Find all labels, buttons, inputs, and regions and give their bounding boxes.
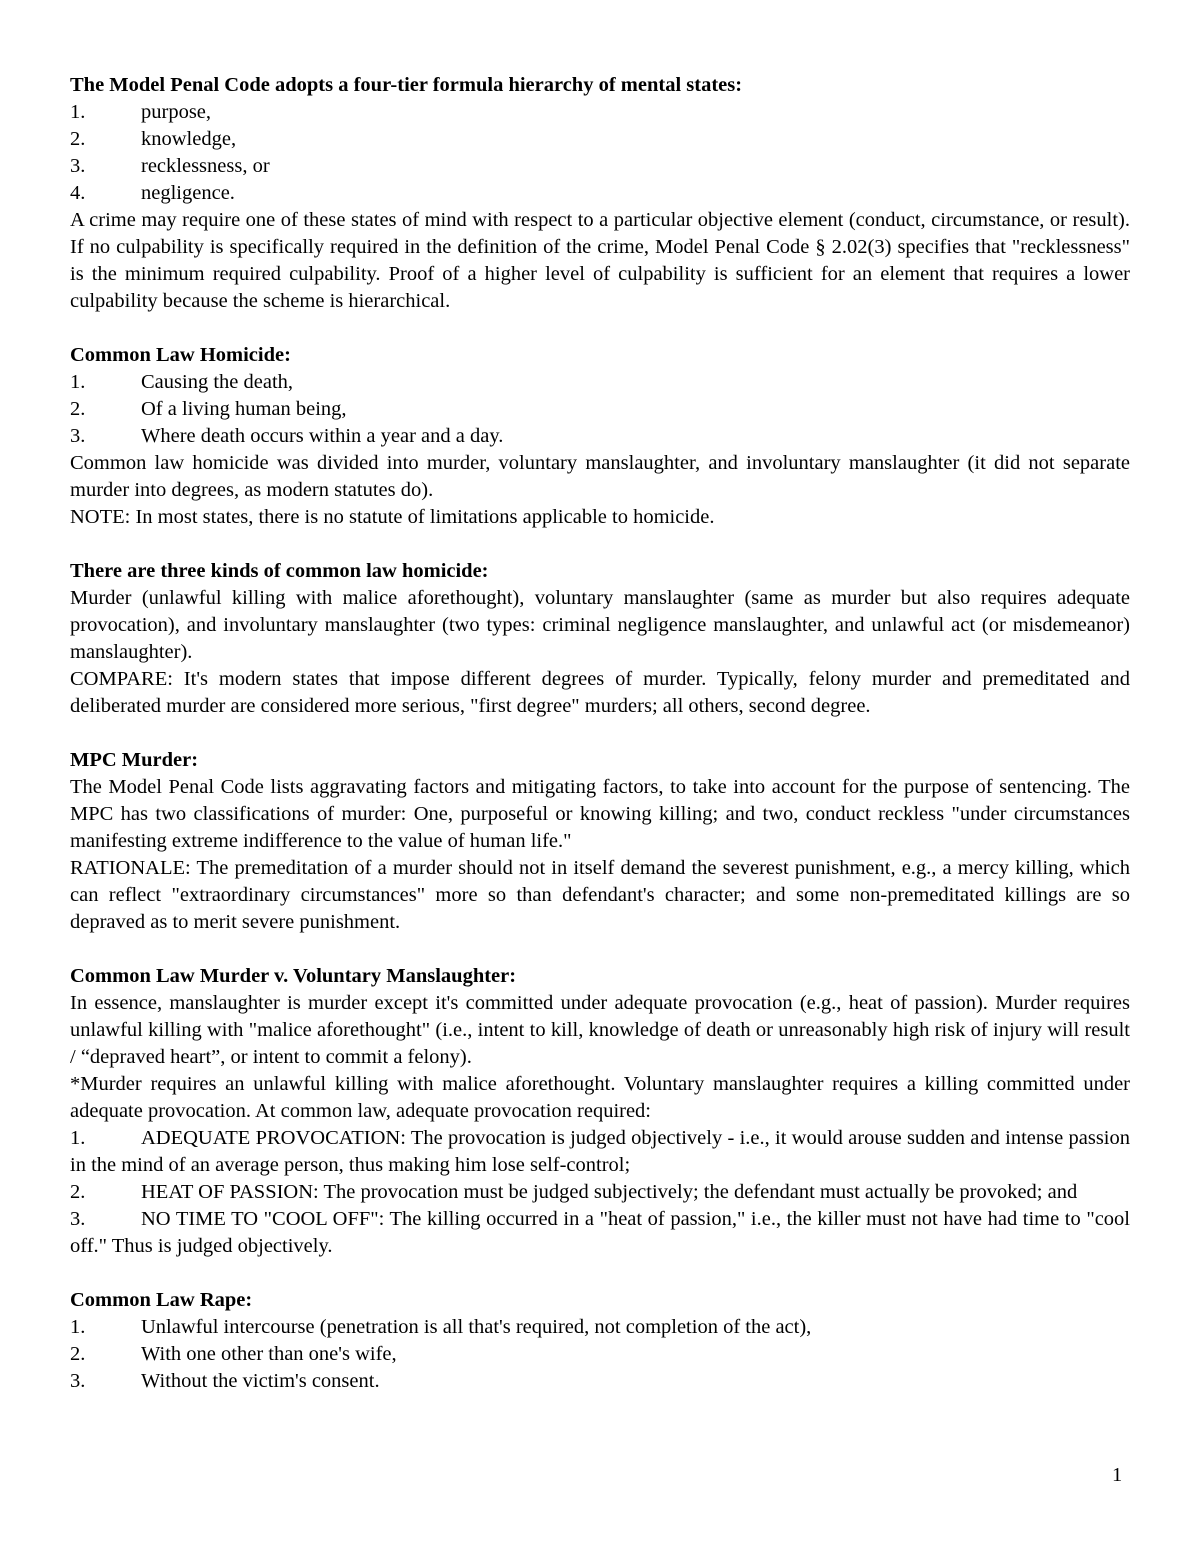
section-mpc-murder [70,747,1130,936]
list-number: 1. [70,1127,86,1149]
list-number: 4. [70,182,86,204]
paragraph: A crime may require one of these states of mind with respect to a particular objective element (conduct, circumstance, or result). If no culpability is specifically required in the definition of the crime, Model Penal Code § 2.02(3) specifies that "recklessness" is the minimum required culpability. Proof of a higher level of culpability is sufficient for an element that requires a lower culpability because the scheme is hierarchical. [70,209,1130,312]
paragraph: RATIONALE: The premeditation of a murder should not in itself demand the severest punishment, e.g., a mercy killing, which can reflect "extraordinary circumstances" more so than defendant's character; and some non-premeditated killings are so depraved as to merit severe punishment. [70,857,1130,933]
section-heading: The Model Penal Code adopts a four-tier formula hierarchy of mental states: [70,74,743,96]
page-number: 1 [1112,1464,1123,1486]
list-text: ADEQUATE PROVOCATION: The provocation is judged objectively - i.e., it would arouse sudden and intense passion in the mind of an average person, thus making him lose self-control; [70,1127,1130,1176]
list-item [70,153,1130,180]
list-item [70,396,1130,423]
list-text: purpose, [141,101,212,123]
list-item [70,1314,1130,1341]
section-three-kinds-homicide [70,558,1130,720]
list-text: NO TIME TO "COOL OFF": The killing occurred in a "heat of passion," i.e., the killer must not have had time to "cool off." Thus is judged objectively. [70,1208,1130,1257]
paragraph: Murder (unlawful killing with malice aforethought), voluntary manslaughter (same as murder but also requires adequate provocation), and involuntary manslaughter (two types: criminal negligence manslaughter, and unlawful act (or misdemeanor) manslaughter). [70,587,1130,663]
document-page [70,72,1130,1422]
list-text: knowledge, [141,128,237,150]
section-heading: There are three kinds of common law homicide: [70,560,489,582]
list-number: 2. [70,1343,86,1365]
paragraph: The Model Penal Code lists aggravating factors and mitigating factors, to take into account for the purpose of sentencing. The MPC has two classifications of murder: One, purposeful or knowing killing; and two, conduct reckless "under circumstances manifesting extreme indifference to the value of human life." [70,776,1130,852]
paragraph: NOTE: In most states, there is no statute of limitations applicable to homicide. [70,506,715,528]
paragraph: In essence, manslaughter is murder except it's committed under adequate provocation (e.g., heat of passion). Murder requires unlawful killing with "malice aforethought" (i.e., intent to kill, knowledge of death or unreasonably high risk of injury will result / “depraved heart”, or intent to commit a felony). [70,992,1130,1068]
list-number: 1. [70,371,86,393]
list-number: 2. [70,398,86,420]
paragraph: *Murder requires an unlawful killing with malice aforethought. Voluntary manslaughter requires a killing committed under adequate provocation. At common law, adequate provocation required: [70,1073,1130,1122]
list-item [70,180,1130,207]
paragraph: Common law homicide was divided into murder, voluntary manslaughter, and involuntary manslaughter (it did not separate murder into degrees, as modern statutes do). [70,452,1130,501]
list-text: recklessness, or [141,155,270,177]
list-number: 2. [70,128,86,150]
list-item [70,1179,1130,1206]
list-item [70,423,1130,450]
paragraph: COMPARE: It's modern states that impose different degrees of murder. Typically, felony murder and premeditated and deliberated murder are considered more serious, "first degree" murders; all others, second degree. [70,668,1130,717]
list-text: HEAT OF PASSION: The provocation must be judged subjectively; the defendant must actually be provoked; and [141,1181,1078,1203]
section-heading: Common Law Murder v. Voluntary Manslaughter: [70,965,517,987]
list-text: Of a living human being, [141,398,347,420]
section-heading: Common Law Rape: [70,1289,253,1311]
list-number: 1. [70,1316,86,1338]
list-item [70,1341,1130,1368]
list-number: 3. [70,425,86,447]
list-number: 3. [70,1208,86,1230]
list-number: 3. [70,1370,86,1392]
list-item [70,1206,1130,1260]
list-text: Unlawful intercourse (penetration is all that's required, not completion of the act), [141,1316,812,1338]
list-text: negligence. [141,182,235,204]
list-text: Without the victim's consent. [141,1370,380,1392]
list-item [70,99,1130,126]
list-item [70,369,1130,396]
list-text: Where death occurs within a year and a day. [141,425,504,447]
list-item [70,1125,1130,1179]
list-text: With one other than one's wife, [141,1343,397,1365]
section-common-law-rape [70,1287,1130,1395]
section-heading: Common Law Homicide: [70,344,291,366]
section-common-law-homicide [70,342,1130,531]
list-number: 3. [70,155,86,177]
list-item [70,126,1130,153]
list-item [70,1368,1130,1395]
section-heading: MPC Murder: [70,749,199,771]
list-number: 2. [70,1181,86,1203]
section-mental-states [70,72,1130,315]
list-text: Causing the death, [141,371,294,393]
section-murder-vs-manslaughter [70,963,1130,1260]
list-number: 1. [70,101,86,123]
